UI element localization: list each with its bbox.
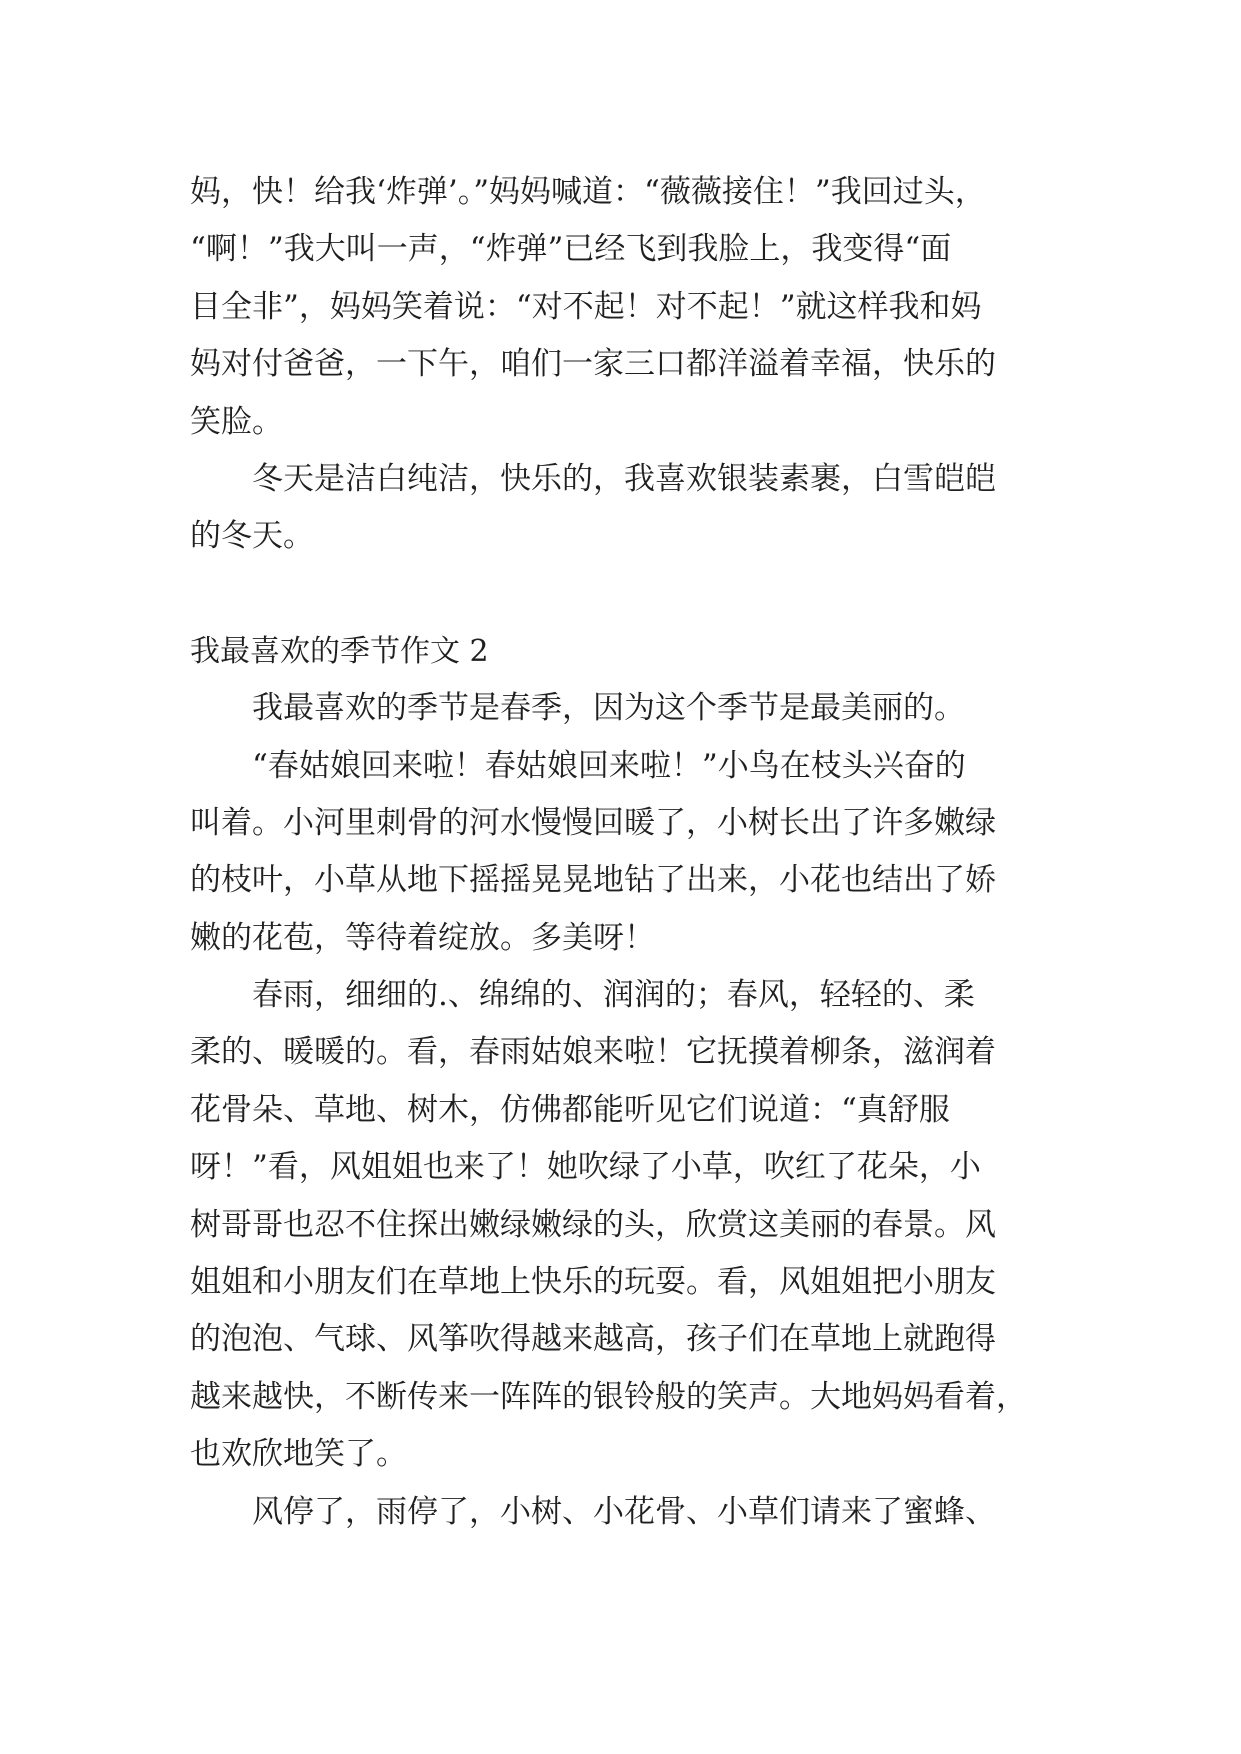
paragraph-line: 妈，快！给我‘炸弹’。”妈妈喊道：“薇薇接住！”我回过头，	[190, 174, 986, 210]
paragraph-line: 姐姐和小朋友们在草地上快乐的玩耍。看，风姐姐把小朋友	[190, 1264, 996, 1301]
paragraph-line: 呀！”看，风姐姐也来了！她吹绿了小草，吹红了花朵，小	[190, 1149, 981, 1186]
paragraph-line: 越来越快，不断传来一阵阵的银铃般的笑声。大地妈妈看着，	[190, 1378, 1027, 1415]
paragraph-line: 冬天是洁白纯洁，快乐的，我喜欢银装素裹，白雪皑皑	[190, 460, 996, 497]
paragraph-line: “啊！”我大叫一声，“炸弹”已经飞到我脸上，我变得“面	[190, 231, 952, 268]
paragraph-line: 叫着。小河里刺骨的河水慢慢回暖了，小树长出了许多嫩绿	[190, 804, 996, 841]
paragraph-line: 春雨，细细的.、绵绵的、润润的；春风，轻轻的、柔	[190, 977, 975, 1014]
paragraph-line: 妈对付爸爸，一下午，咱们一家三口都洋溢着幸福，快乐的	[190, 346, 996, 383]
section-spacer	[190, 566, 1070, 623]
paragraph-line: 嫩的花苞，等待着绽放。多美呀！	[190, 919, 655, 956]
paragraph-line: 的枝叶，小草从地下摇摇晃晃地钻了出来，小花也结出了娇	[190, 862, 996, 899]
paragraph-line: 目全非”，妈妈笑着说：“对不起！对不起！”就这样我和妈	[190, 288, 982, 325]
paragraph-line: 的泡泡、气球、风筝吹得越来越高，孩子们在草地上就跑得	[190, 1321, 996, 1358]
paragraph-line: 也欢欣地笑了。	[190, 1436, 407, 1473]
paragraph-line: 花骨朵、草地、树木，仿佛都能听见它们说道：“真舒服	[190, 1091, 950, 1128]
section-heading: 我最喜欢的季节作文 2	[190, 633, 489, 669]
paragraph-line: “春姑娘回来啦！春姑娘回来啦！”小鸟在枝头兴奋的	[190, 747, 966, 784]
paragraph-line: 树哥哥也忍不住探出嫩绿嫩绿的头，欣赏这美丽的春景。风	[190, 1206, 996, 1243]
paragraph-line: 风停了，雨停了，小树、小花骨、小草们请来了蜜蜂、	[190, 1493, 996, 1530]
paragraph-line: 我最喜欢的季节是春季，因为这个季节是最美丽的。	[190, 690, 965, 727]
document-body	[190, 164, 1070, 1541]
paragraph-line: 的冬天。	[190, 518, 314, 555]
paragraph-line: 笑脸。	[190, 403, 283, 440]
paragraph-line: 柔的、暖暖的。看，春雨姑娘来啦！它抚摸着柳条，滋润着	[190, 1034, 996, 1071]
